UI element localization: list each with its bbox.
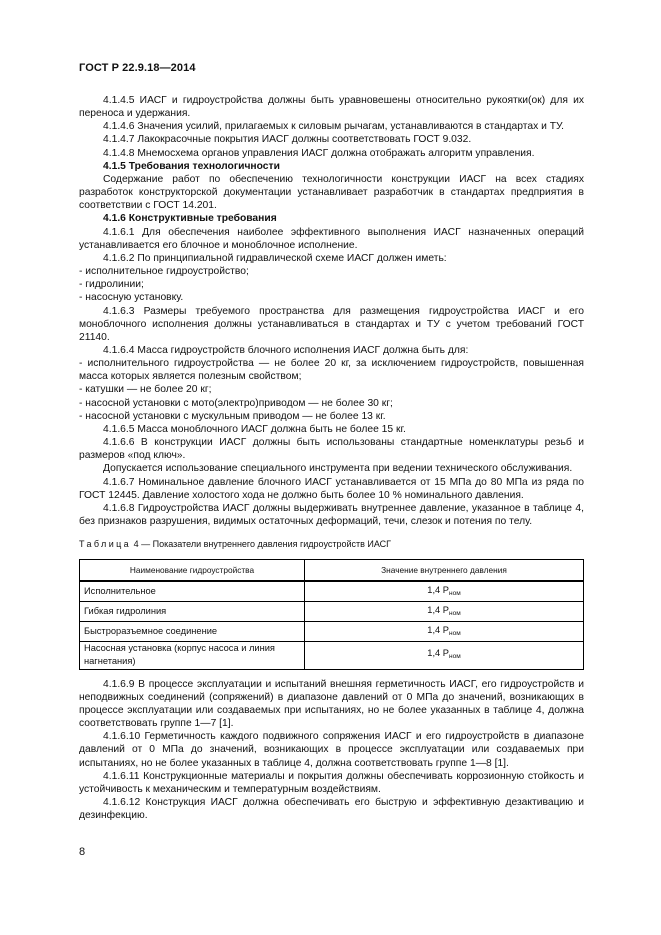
table-caption-number: 4	[133, 539, 139, 550]
paragraph-4-1-5: Содержание работ по обеспечению технологичности конструкции ИАСГ на всех стадиях разработок конструкторской документации устанавливает разработчик в стандартах предприятия в соответствии с ГОСТ 14.201.	[79, 173, 584, 212]
table-cell-name: Насосная установка (корпус насоса и линия нагнетания)	[80, 642, 305, 669]
table-cell-name: Исполнительное	[80, 581, 305, 602]
section-heading-4-1-5: 4.1.5 Требования технологичности	[103, 160, 280, 172]
paragraph-4-1-6-9: 4.1.6.9 В процессе эксплуатации и испытаний внешняя герметичность ИАСГ, его гидроустройств и неподвижных соединений (сопряжений) в диапазоне давлений от 0 МПа до значений, возникающих в процессе эксплуатации или создаваемых при испытаниях, но не более указанных в таблице 4, должна соответствовать группе 1—7 [1].	[79, 678, 584, 730]
paragraph-4-1-4-7: 4.1.4.7 Лакокрасочные покрытия ИАСГ должны соответствовать ГОСТ 9.032.	[103, 134, 472, 146]
paragraph-4-1-6-1: 4.1.6.1 Для обеспечения наиболее эффективного выполнения ИАСГ назначенных операций устанавливается его блочное и моноблочное исполнение.	[79, 226, 584, 251]
table-row	[80, 581, 584, 602]
list-item: - катушки — не более 20 кг;	[79, 384, 212, 396]
table-caption-text: — Показатели внутреннего давления гидроустройств ИАСГ	[141, 539, 392, 550]
paragraph-4-1-6-8: 4.1.6.8 Гидроустройства ИАСГ должны выдерживать внутреннее давление, указанное в таблице 4, без признаков разрушения, видимых остаточных деформаций, течи, слезок и потения по телу.	[79, 502, 584, 527]
table-caption-label: Таблица	[79, 539, 132, 550]
paragraph-4-1-6-5: 4.1.6.5 Масса моноблочного ИАСГ должна быть не более 15 кг.	[103, 423, 406, 435]
table-row	[80, 642, 584, 669]
table-cell-value: 1,4 $P_{ном}$	[305, 642, 584, 669]
paragraph-4-1-4-5: 4.1.4.5 ИАСГ и гидроустройства должны быть уравновешены относительно рукоятки(ок) для их переноса и удержания.	[79, 95, 584, 120]
paragraph-4-1-6-2: 4.1.6.2 По принципиальной гидравлической схеме ИАСГ должен иметь:	[103, 252, 447, 264]
document-code: ГОСТ Р 22.9.18—2014	[79, 62, 196, 74]
table-cell-name: Гибкая гидролиния	[80, 602, 305, 622]
list-item: - насосной установки с мото(электро)приводом — не более 30 кг;	[79, 397, 393, 409]
list-item: - насосную установку.	[79, 292, 184, 304]
list-item: - насосной установки с мускульным приводом — не более 13 кг.	[79, 410, 386, 422]
table-row	[80, 602, 584, 622]
table-row	[80, 622, 584, 642]
list-item: - исполнительного гидроустройства — не более 20 кг, за исключением гидроустройств, повышенная масса которых является полезным свойством;	[79, 358, 584, 383]
list-item: - исполнительное гидроустройство;	[79, 266, 249, 278]
table-cell-name: Быстроразъемное соединение	[80, 622, 305, 642]
column-header-pressure-value: Значение внутреннего давления	[305, 560, 584, 582]
list-item: - гидролинии;	[79, 279, 144, 291]
table-cell-value: 1,4 $P_{ном}$	[305, 622, 584, 642]
table-cell-value: 1,4 $P_{ном}$	[305, 581, 584, 602]
column-header-device-name: Наименование гидроустройства	[80, 560, 305, 582]
paragraph-4-1-6-6-note: Допускается использование специального инструмента при ведении технического обслуживания.	[103, 463, 573, 475]
table-caption	[79, 538, 584, 551]
pressure-table	[79, 559, 584, 669]
paragraph-4-1-6-12: 4.1.6.12 Конструкция ИАСГ должна обеспечивать его быструю и эффективную дезактивацию и дезинфекцию.	[79, 797, 584, 822]
paragraph-4-1-6-4: 4.1.6.4 Масса гидроустройств блочного исполнения ИАСГ должна быть для:	[103, 344, 469, 356]
paragraph-4-1-6-7: 4.1.6.7 Номинальное давление блочного ИАСГ устанавливается от 15 МПа до 80 МПа из ряда по ГОСТ 12445. Давление холостого хода не должно быть более 10 % номинального давления.	[79, 476, 584, 501]
table-cell-value: 1,4 $P_{ном}$	[305, 602, 584, 622]
paragraph-4-1-4-6: 4.1.4.6 Значения усилий, прилагаемых к силовым рычагам, устанавливаются в стандартах и ТУ.	[103, 121, 565, 133]
paragraph-4-1-6-3: 4.1.6.3 Размеры требуемого пространства для размещения гидроустройства ИАСГ и его моноблочного исполнения должны устанавливаться в стандартах и ТУ с учетом требований ГОСТ 21140.	[79, 305, 584, 343]
document-body	[79, 94, 584, 822]
paragraph-4-1-6-10: 4.1.6.10 Герметичность каждого подвижного сопряжения ИАСГ и его гидроустройств в диапазоне давлений от 0 МПа до значений, возникающих в процессе эксплуатации или создаваемых при испытаниях, но не более указанных в таблице 4, должна соответствовать группе 1—8 [1].	[79, 731, 584, 769]
paragraph-4-1-4-8: 4.1.4.8 Мнемосхема органов управления ИАСГ должна отображать алгоритм управления.	[103, 147, 535, 159]
section-heading-4-1-6: 4.1.6 Конструктивные требования	[103, 213, 277, 225]
paragraph-4-1-6-11: 4.1.6.11 Конструкционные материалы и покрытия должны обеспечивать коррозионную стойкость и устойчивость к механическим и температурным воздействиям.	[79, 770, 584, 795]
paragraph-4-1-6-6: 4.1.6.6 В конструкции ИАСГ должны быть использованы стандартные номенклатуры резьб и размеров «под ключ».	[79, 437, 584, 462]
page-number: 8	[79, 846, 86, 858]
